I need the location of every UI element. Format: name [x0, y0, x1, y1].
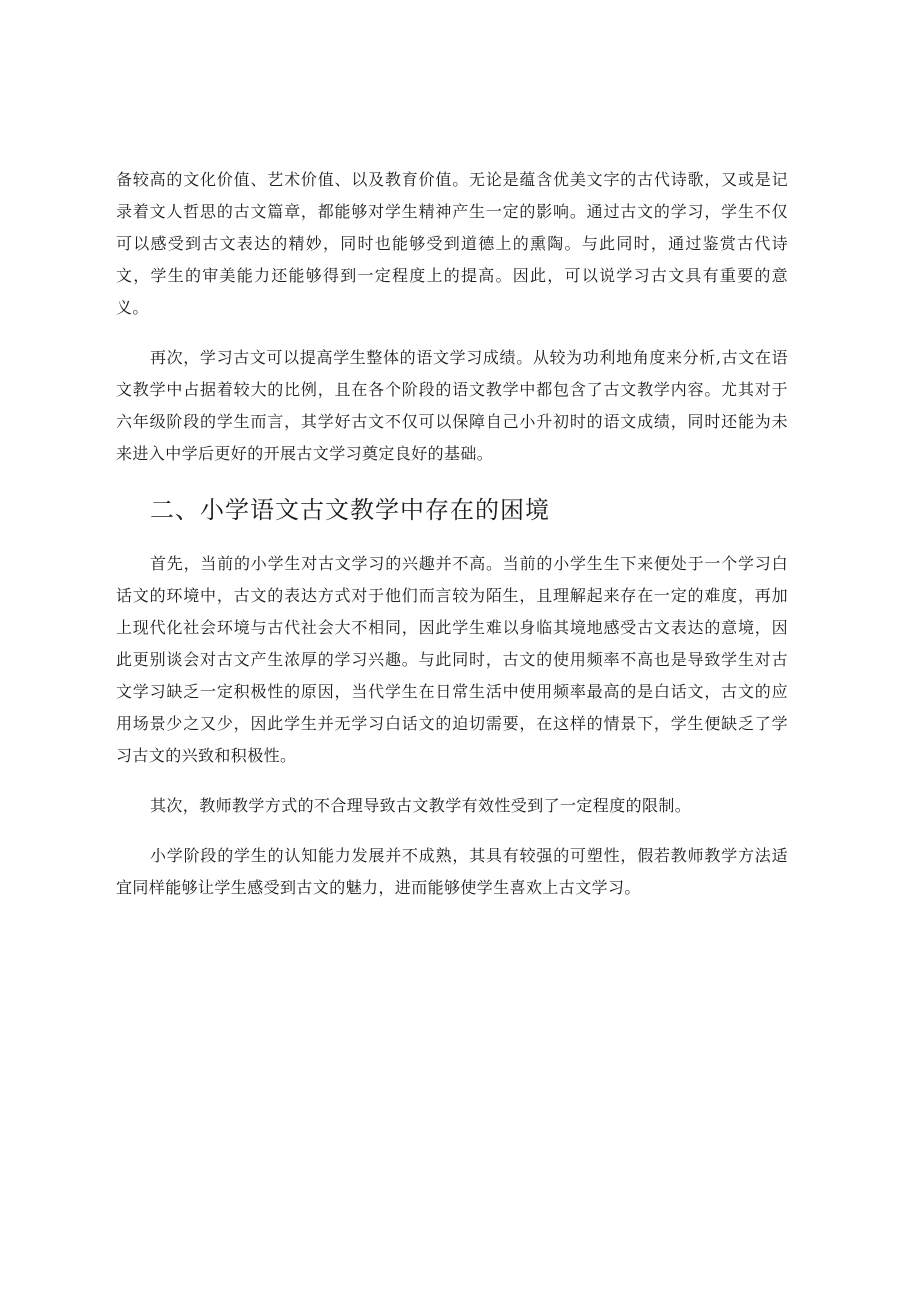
paragraph-second: 其次，教师教学方式的不合理导致古文教学有效性受到了一定程度的限制。 [150, 796, 692, 815]
document-body [116, 164, 788, 904]
paragraph-third: 小学阶段的学生的认知能力发展并不成熟，其具有较强的可塑性，假若教师教学方法适宜同样能够让学生感受到古文的魅力，进而能够使学生喜欢上古文学习。 [116, 846, 788, 897]
section-heading: 二、小学语文古文教学中存在的困境 [150, 496, 550, 524]
paragraph-continued: 备较高的文化价值、艺术价值、以及教育价值。无论是蕴含优美文字的古代诗歌，又或是记录着文人哲思的古文篇章，都能够对学生精神产生一定的影响。通过古文的学习，学生不仅可以感受到古文表达的精妙，同时也能够受到道德上的熏陶。与此同时，通过鉴赏古代诗文，学生的审美能力还能够得到一定程度上的提高。因此，可以说学习古文具有重要的意义。 [116, 170, 788, 317]
paragraph-again: 再次，学习古文可以提高学生整体的语文学习成绩。从较为功利地角度来分析,古文在语文教学中占据着较大的比例，且在各个阶段的语文教学中都包含了古文教学内容。尤其对于六年级阶段的学生而言，其学好古文不仅可以保障自己小升初时的语文成绩，同时还能为未来进入中学后更好的开展古文学习奠定良好的基础。 [116, 348, 788, 463]
paragraph-first: 首先，当前的小学生对古文学习的兴趣并不高。当前的小学生生下来便处于一个学习白话文的环境中，古文的表达方式对于他们而言较为陌生，且理解起来存在一定的难度，再加上现代化社会环境与古代社会大不相同，因此学生难以身临其境地感受古文表达的意境，因此更别谈会对古文产生浓厚的学习兴趣。与此同时，古文的使用频率不高也是导致学生对古文学习缺乏一定积极性的原因，当代学生在日常生活中使用频率最高的是白话文，古文的应用场景少之又少，因此学生并无学习白话文的迫切需要，在这样的情景下，学生便缺乏了学习古文的兴致和积极性。 [116, 554, 788, 765]
